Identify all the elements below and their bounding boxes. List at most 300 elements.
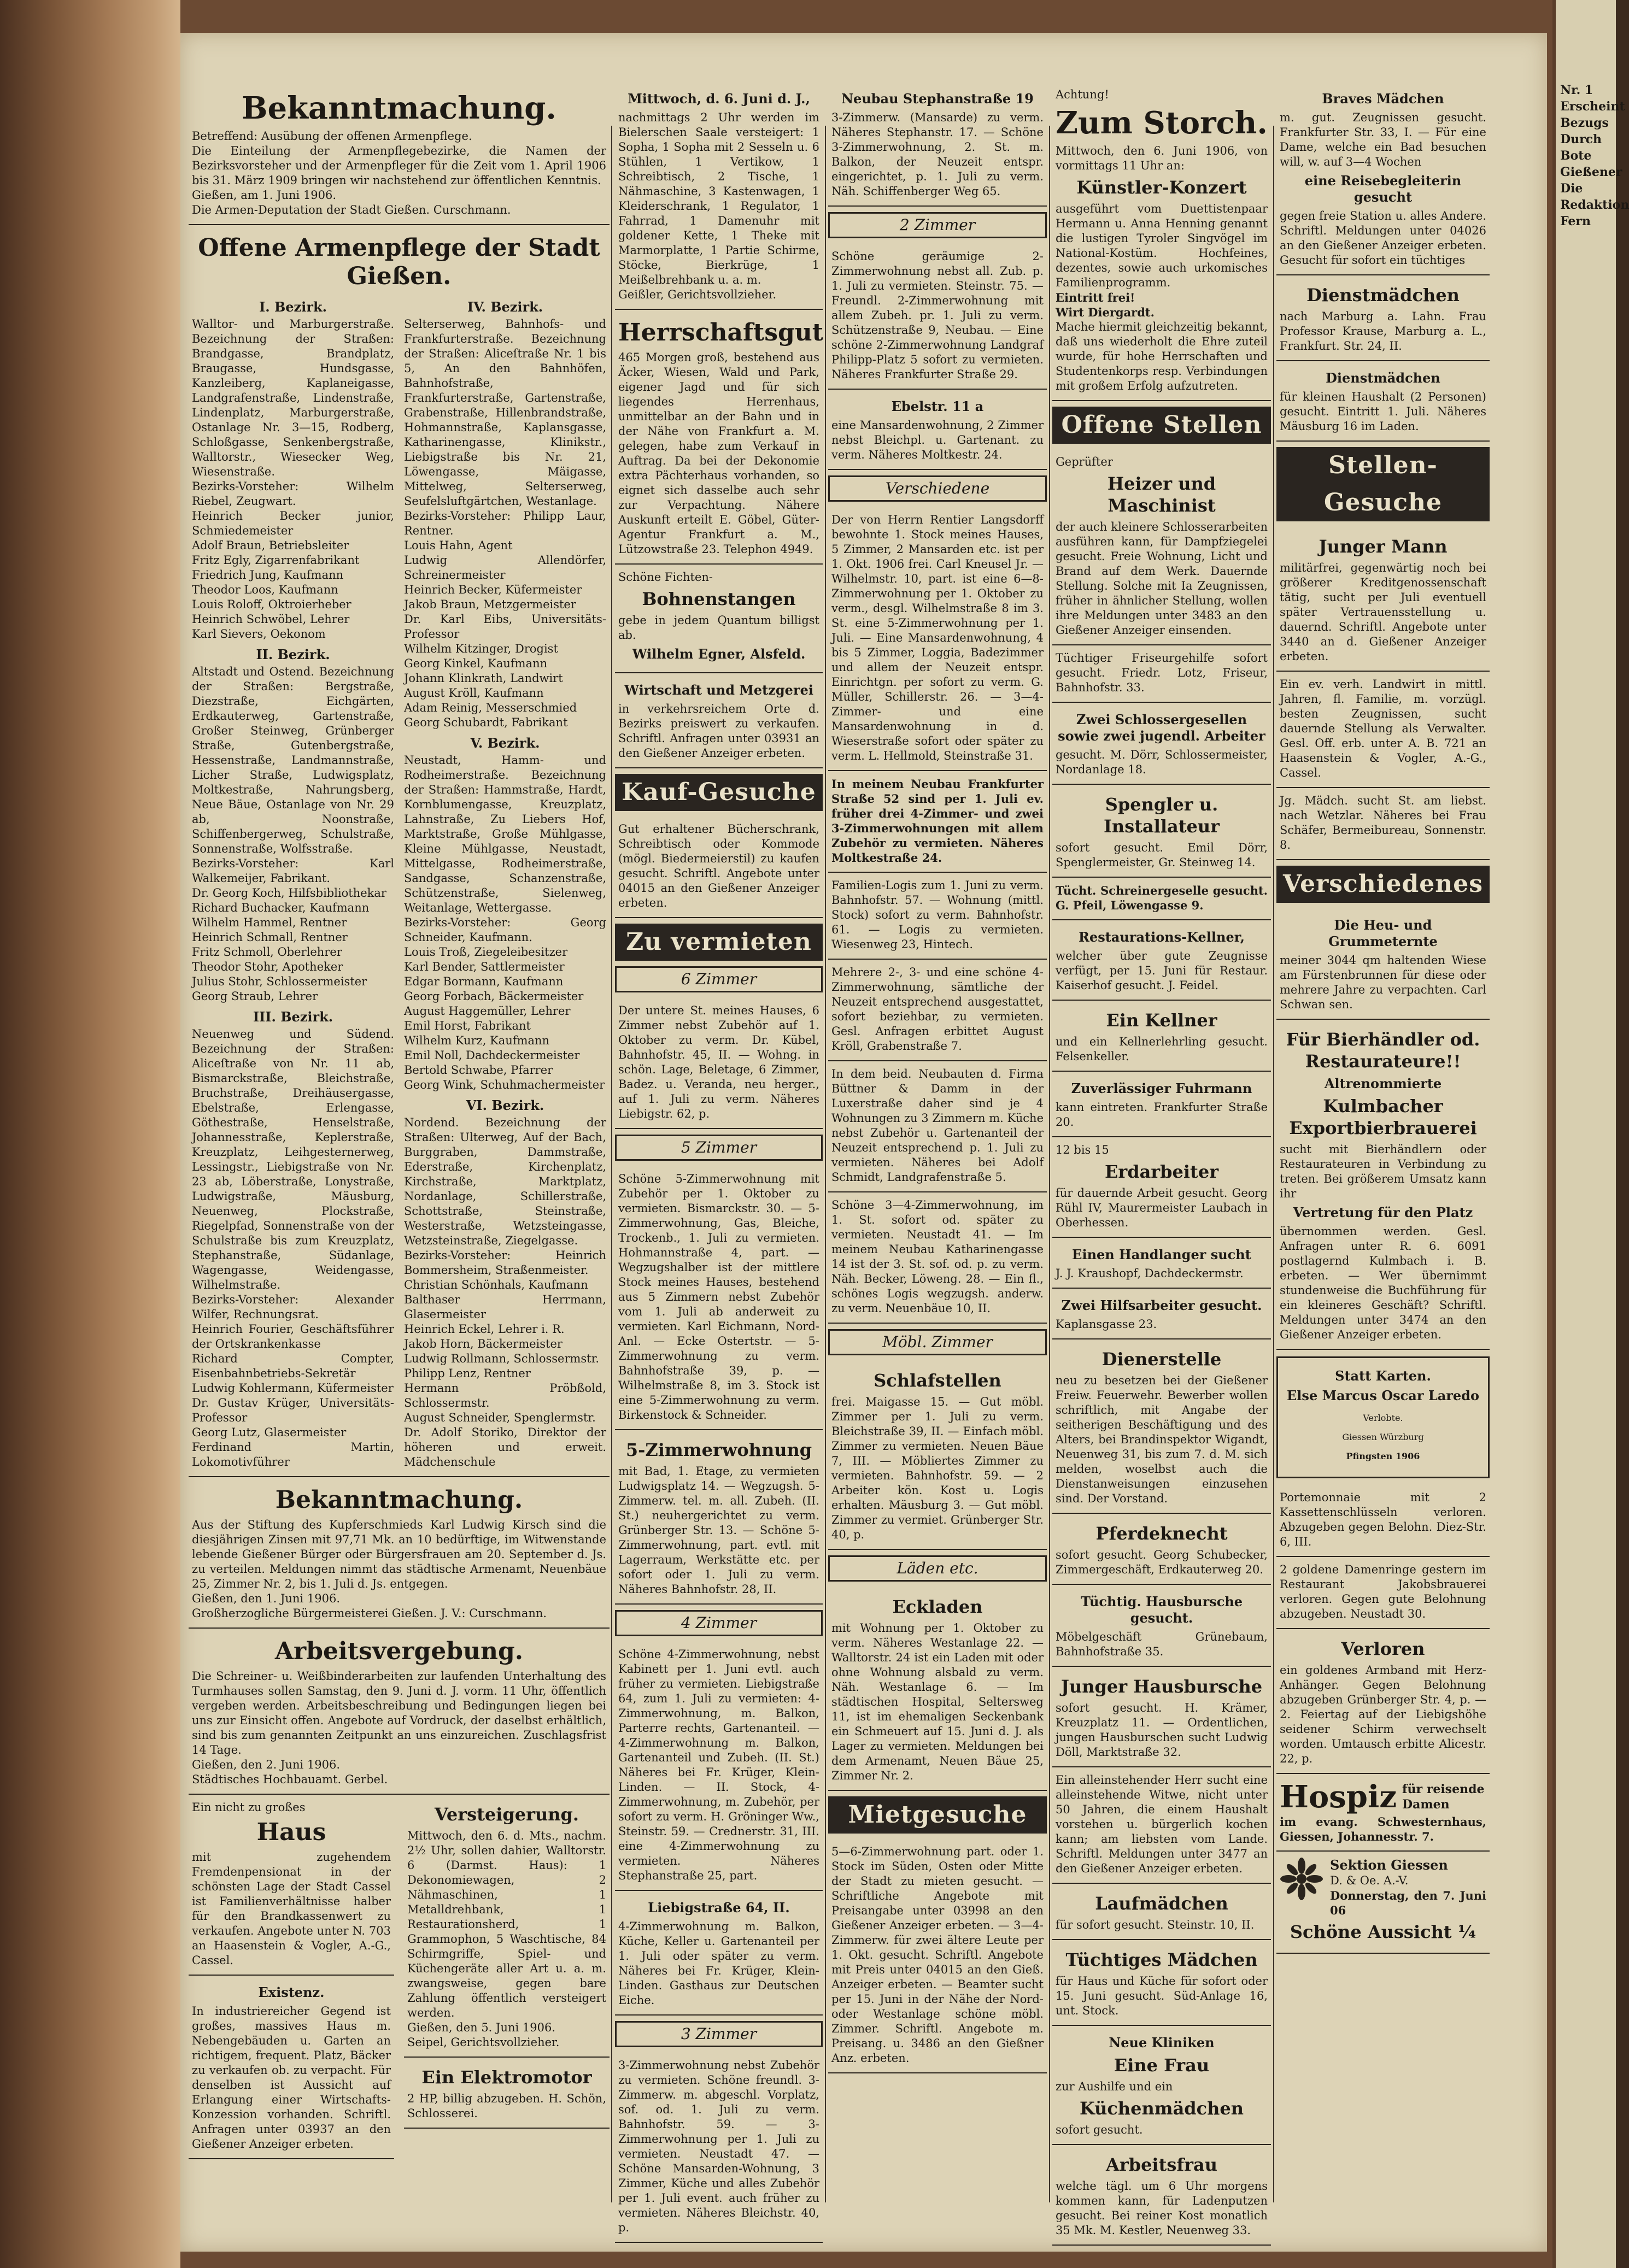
column-rentals: [828, 82, 1047, 2213]
notice-body: Die Einteilung der Armenpflegebezirke, die Namen der Bezirksvorsteher und der Armenpfleger für die Zeit vom 1. April 1906 bis 31. März 1909 bringen wir nachstehend zur öffentlichen Kenntnis.: [192, 144, 606, 187]
bottom-ads-right: [404, 1795, 610, 2159]
ads-misc-rooms: [828, 1192, 1047, 1324]
ad-call: [1280, 1921, 1486, 1943]
ad-witwe: [1052, 1767, 1271, 1884]
ad-call-text: Schöne Aussicht: [1290, 1922, 1452, 1942]
guardian: Georg Kinkel, Kaufmann: [404, 657, 548, 670]
ad-body: Schöne 4-Zimmerwohnung, nebst Kabinett per 1. Juni evtl. auch früher zu vermieten. Liebigstraße 64, zum 1. Juli zu vermieten: 4-Zimmerwohnung, m. Balkon, Parterre rechts, Gartenanteil. — 4-Zimmerwohnung m. Balkon, Gartenanteil und Zubeh. (II. St.) Näheres bei Fr. Krüger, Klein-Linden. — II. Stock, 4-Zimmerwohnung, m. Zubehör, per sofort zu verm. H. Gröninger Ww., Steinstr. 59. — Crednerstr. 31, III. eine 4-Zimmerwohnung zu vermieten. Näheres Stephanstraße 25, part.: [618, 1648, 819, 1882]
ad-body: Kaplansgasse 23.: [1056, 1318, 1157, 1331]
column-official-notices: [189, 82, 610, 2213]
guardian: Christian Schönhals, Kaufmann: [404, 1278, 588, 1291]
ad-junger-hausbursche: [1052, 1667, 1271, 1767]
ad-body: ausgeführt vom Duettistenpaar Hermann u. Anna Henning genannt die lustigen Tyroler Singvögel im National-Kostüm. Hochfeines, dezentes, sowie auch urkomisches Familienprogramm.: [1056, 202, 1268, 289]
ad-kroell: [828, 960, 1047, 1061]
section-verschiedenes: Verschiedenes: [1276, 866, 1490, 903]
ad-body: m. gut. Zeugnissen gesucht. Frankfurter Str. 33, I. — Für eine Dame, welche ein Bad besuchen will, w. auf 3—4 Wochen: [1280, 111, 1486, 168]
ads-4-zimmer: [615, 1642, 823, 1891]
guardian: Fritz Egly, Zigarrenfabrikant: [192, 554, 360, 567]
notice-body: Aus der Stiftung des Kupferschmieds Karl Ludwig Kirsch sind die diesjährigen Zinsen mit 97,71 Mk. an 10 bedürftige, im Witwenstande lebende Gießener Bürger oder Bürgersfrauen am 20. September d. Js. zu verteilen. Meldungen nimmt das städtische Armenamt, Neuenbäue 25, Zimmer Nr. 2, bis 1. Juli d. Js. entgegen.: [192, 1518, 606, 1590]
guardian: Friedrich Jung, Kaufmann: [192, 568, 344, 581]
ad-maedchen: [1052, 1940, 1271, 2026]
guardian: August Kröll, Kaufmann: [404, 686, 544, 700]
ad-title-2: eine Reisebegleiterin gesucht: [1304, 173, 1462, 205]
ad-landwirt: [1276, 672, 1490, 788]
ad-kulmbacher: [1276, 1020, 1490, 1350]
ad-auction: [615, 82, 823, 310]
card-status: Verlobte.: [1363, 1413, 1403, 1423]
ad-title: Tüchtiges Mädchen: [1065, 1949, 1258, 1970]
ad-title: Herrschaftsgut: [618, 319, 824, 346]
ad-body: In meinem Neubau Frankfurter Straße 52 sind per 1. Juli ev. früher drei 4-Zimmer- und zwei 3-Zimmerwohnungen mit allem Zubehör zu vermieten. Näheres Moltkestraße 24.: [831, 777, 1044, 865]
ad-title: Ein Kellner: [1106, 1010, 1217, 1031]
ads-verschiedene: [828, 507, 1047, 771]
ad-body: gebe in jedem Quantum billigst ab.: [618, 614, 819, 642]
guardian: Edgar Bormann, Kaufmann: [404, 975, 564, 988]
ad-title: Zwei Hilfsarbeiter gesucht.: [1061, 1297, 1262, 1313]
ad-body: Möbelgeschäft Grünebaum, Bahnhofstraße 35.: [1056, 1630, 1268, 1658]
guardian: Ludwig Kohlermann, Küfermeister: [192, 1382, 394, 1395]
district-head: Bezirks-Vorsteher: Wilhelm Riebel, Zeugwart.: [192, 480, 394, 508]
notice-subject: Betreffend: Ausübung der offenen Armenpflege.: [192, 130, 472, 143]
ad-jg-maedchen: [1276, 788, 1490, 860]
district-streets: Nordend. Bezeichnung der Straßen: Ulterweg, Auf der Bach, Burggraben, Dammstraße, Ederstraße, Kirchenplatz, Kirchstraße, Marktplatz, Nordanlage, Schillerstraße, Schottstraße, Steinstraße, Westerstraße, Wetzsteingasse, Wetzsteinstraße, Ziegelgasse.: [404, 1116, 606, 1247]
ad-body: welcher über gute Zeugnisse verfügt, per 15. Juni für Restaur. Kaiserhof gesucht. J. Feidel.: [1056, 949, 1268, 992]
notice-signature: Großherzogliche Bürgermeisterei Gießen. J. V.: Curschmann.: [192, 1607, 547, 1620]
guardian: Heinrich Becker junior, Schmiedemeister: [192, 509, 394, 537]
ad-signature: Wirt Diergardt.: [1056, 305, 1155, 319]
ad-arbeitsfrau: [1052, 2145, 1271, 2246]
guardian: Richard Compter, Eisenbahnbetriebs-Sekretär: [192, 1352, 394, 1380]
column-sales-rentals: [615, 82, 824, 2234]
ad-title: Zum Storch.: [1056, 105, 1268, 141]
ad-schreiner: [1052, 878, 1271, 920]
guardian: Louis Roloff, Oktroierheber: [192, 598, 351, 611]
guardian: Heinrich Eckel, Lehrer i. R.: [404, 1323, 565, 1336]
guardian: Hermann Pröbßold, Schlossermstr.: [404, 1382, 606, 1409]
ad-body: militärfrei, gegenwärtig noch bei größerer Kreditgenossenschaft tätig, sucht per Juli eventuell später Vertrauensstellung u. dauernd. Schriftl. Angebote unter 3440 an d. Gießener Anzeiger erbeten.: [1280, 561, 1486, 663]
ads-2-zimmer: [828, 244, 1047, 390]
next-page-text: Nr. 1 Erscheint Bezugs Durch Bote Gießener Die Redaktion Fern: [1560, 83, 1629, 228]
ad-eintritt: Eintritt frei!: [1056, 291, 1135, 304]
ad-damenringe: [1276, 1557, 1490, 1629]
ad-side: für reisende Damen: [1402, 1782, 1485, 1812]
ad-title: Für Bierhändler od. Restaurateure!!: [1286, 1029, 1480, 1072]
guardian: Louis Troß, Ziegeleibesitzer: [404, 945, 568, 959]
guardian: Karl Sievers, Oekonom: [192, 627, 326, 641]
ads-6-zimmer: [615, 998, 823, 1129]
ad-body: und ein Kellnerlehrling gesucht. Felsenkeller.: [1056, 1035, 1268, 1063]
ad-handlanger: [1052, 1238, 1271, 1289]
ad-body: gesucht. M. Dörr, Schlossermeister, Nordanlage 18.: [1056, 748, 1268, 776]
ad-body: sucht mit Bierhändlern oder Restaurateuren in Verbindung zu treten. Bei größerem Umsatz kann ihr: [1280, 1143, 1486, 1200]
guardian: Georg Straub, Lehrer: [192, 990, 318, 1003]
ad-body: sofort gesucht. Emil Dörr, Spenglermeister, Gr. Steinweg 14.: [1056, 841, 1268, 869]
guardian: Wilhelm Hammel, Rentner: [192, 916, 347, 929]
ad-title: Verloren: [1341, 1638, 1425, 1659]
ad-buecherschrank: [615, 816, 823, 918]
ad-title: Zuverlässiger Fuhrmann: [1071, 1080, 1252, 1096]
ad-friseur: [1052, 645, 1271, 703]
ad-dienstmaedchen: [1276, 275, 1490, 361]
ad-title: Junger Hausbursche: [1060, 1676, 1263, 1697]
ad-title: Schlafstellen: [874, 1370, 1001, 1391]
ad-title: Einen Handlanger sucht: [1072, 1247, 1251, 1262]
ad-title: Arbeitsfrau: [1106, 2154, 1217, 2175]
guardian: Julius Stohr, Schlossermeister: [192, 975, 367, 988]
ad-body: nachmittags 2 Uhr werden im Bielerschen Saale versteigert: 1 Sopha, 1 Sopha mit 2 Sesseln u. 6 Stühlen, 1 Vertikow, 1 Schreibtisch, 2 Tische, 1 Nähmaschine, 3 Kastenwagen, 1 Kleiderschrank, 1 Regulator, 1 Fahrrad, 1 Damenuhr mit goldener Kette, 1 Theke mit Marmorplatte, 1 Partie Schirme, Stöcke, Bierkrüge, 1 Meißelbrehbank u. a. m.: [618, 111, 819, 286]
ad-pre: Altrenommierte: [1324, 1076, 1442, 1091]
ads-mietgesuche: [828, 1839, 1047, 2073]
ad-title: Liebigstraße 64, II.: [648, 1900, 790, 1916]
category-6-zimmer: 6 Zimmer: [615, 966, 823, 992]
guardian: Dr. Gustav Krüger, Universitäts-Professor: [192, 1396, 394, 1424]
district-streets: Neustadt, Hamm- und Rodheimerstraße. Bezeichnung der Straßen: Hammstraße, Hardt, Kornblumengasse, Kreuzplatz, Lahnstraße, Zu Liebers Hof, Marktstraße, Große Mühlgasse, Kleine Mühlgasse, Neustadt, Mittelgasse, Rodheimerstraße, Sandgasse, Schanzenstraße, Schützenstraße, Sielenweg, Weitanlage, Wettergasse.: [404, 754, 606, 914]
ad-haus: [189, 1795, 394, 1976]
ad-title: Dienerstelle: [1101, 1349, 1222, 1370]
next-page-edge: [1552, 0, 1629, 2268]
guardian: Louis Hahn, Agent: [404, 539, 513, 552]
ad-laufmaedchen: [1052, 1884, 1271, 1940]
ad-date: Donnerstag, den 7. Juni 06: [1330, 1889, 1486, 1917]
guardian: Karl Bender, Sattlermeister: [404, 960, 565, 973]
ad-title: Zwei Schlossergesellen sowie zwei jugendl. Arbeiter: [1058, 712, 1265, 744]
notice-kirsch-foundation: [189, 1477, 610, 1629]
ad-hospiz: [1276, 1774, 1490, 1852]
ad-body: In dem beid. Neubauten d. Firma Büttner & Damm in der Luxerstraße daher sind je 4 Wohnungen zu 3 Zimmern m. Küche nebst Zubehör u. Gartenanteil der Neuzeit entsprechend p. 1. Juli zu vermieten. Näheres bei Adolf Schmidt, Landgrafenstraße 5.: [831, 1067, 1044, 1184]
guardian: Ludwig Rollmann, Schlossermstr.: [404, 1352, 600, 1365]
section-offene-stellen: Offene Stellen: [1052, 407, 1271, 444]
notice-arbeitsvergebung: [189, 1629, 610, 1795]
ad-pre: Ein nicht zu großes: [192, 1801, 306, 1814]
ad-body: kann eintreten. Frankfurter Straße 20.: [1056, 1101, 1268, 1129]
category-moebl-zimmer: Möbl. Zimmer: [828, 1329, 1047, 1355]
guardian: Theodor Stohr, Apotheker: [192, 960, 343, 973]
guardian: Balthaser Herrmann, Glasermeister: [404, 1293, 606, 1321]
ad-body: im evang. Schwesternhaus, Giessen, Johannesstr. 7.: [1280, 1815, 1486, 1843]
guardian: Emil Horst, Fabrikant: [404, 1019, 531, 1032]
district-left: [192, 294, 394, 1470]
ad-title: Laufmädchen: [1095, 1893, 1228, 1914]
ad-body: sofort gesucht. H. Krämer, Kreuzplatz 11. — Ordentlichen, jungen Hausburschen sucht Ludwig Döll, Marktstraße 32.: [1056, 1701, 1268, 1759]
guardian: Georg Wink, Schuhmachermeister: [404, 1078, 605, 1091]
ads-logis: [828, 873, 1047, 960]
ad-restaurations-kellner: [1052, 920, 1271, 1001]
ad-body: Tücht. Schreinergeselle gesucht. G. Pfeil, Löwengasse 9.: [1056, 884, 1268, 912]
ad-title: Erdarbeiter: [1104, 1161, 1219, 1182]
ad-title: Ebelstr. 11 a: [891, 398, 984, 414]
guardian: Emil Noll, Dachdeckermeister: [404, 1049, 580, 1062]
ad-date: Mittwoch, den 6. Juni 1906, von vormittags 11 Uhr an:: [1056, 144, 1268, 172]
district-head: Bezirks-Vorsteher: Philipp Laur, Rentner.: [404, 509, 606, 537]
guardian: Adam Reinig, Messerschmied: [404, 701, 577, 714]
column-rule: [1273, 126, 1274, 2202]
category-laeden: Läden etc.: [828, 1555, 1047, 1582]
ad-title: Neubau Stephanstraße 19: [841, 91, 1034, 107]
ad-verloren: [1276, 1629, 1490, 1774]
ad-title: Tüchtig. Hausbursche gesucht.: [1080, 1594, 1243, 1626]
ad-schlosser: [1052, 703, 1271, 785]
guardian: Adolf Braun, Betriebsleiter: [192, 539, 349, 552]
notice-armenpflege: [189, 82, 610, 225]
notice-body: Die Schreiner- u. Weißbinderarbeiten zur laufenden Unterhaltung des Turmhauses sollen Samstag, den 9. Juni d. J. vorm. 11 Uhr, öffentlich vergeben werden. Arbeitsbeschreibung und Bedingungen liegen bei uns zur Einsicht offen. Angebote auf Vordruck, der daselbst erhältlich, sind bis zum genannten Zeitpunkt an uns einzureichen. Zuschlagsfrist 14 Tage.: [192, 1670, 606, 1756]
district-head: Bezirks-Vorsteher: Georg Schneider, Kaufmann.: [404, 916, 606, 944]
section-stellen-gesuche: Stellen-Gesuche: [1276, 447, 1490, 521]
ad-body: welche tägl. um 6 Uhr morgens kommen kann, für Ladenputzen gesucht. Bei reiner Kost monatlich 35 Mk. M. Kestler, Neuenweg 33.: [1056, 2179, 1268, 2237]
ad-body: Tüchtiger Friseurgehilfe sofort gesucht. Friedr. Lotz, Friseur, Bahnhofstr. 33.: [1056, 651, 1268, 694]
ad-body: 3-Zimmerw. (Mansarde) zu verm. Näheres Stephanstr. 17. — Schöne 3-Zimmerwohnung, 2. St. m. Balkon, der Neuzeit entspr. eingerichtet, p. 1. Juli zu verm. Näh. Schiffenberger Weg 65.: [831, 111, 1044, 198]
ad-erdarbeiter: [1052, 1137, 1271, 1238]
ad-note: Mache hiermit gleichzeitig bekannt, daß uns wiederholt die Ehre zuteil wurde, für hohe Herrschaften und Studentenkorps resp. Verbindungen mit großem Erfolg aufzutreten.: [1056, 320, 1268, 392]
ad-ebelstrasse: [828, 390, 1047, 470]
guardian: Wilhelm Kitzinger, Drogist: [404, 642, 558, 655]
ad-liebigstrasse: [615, 1891, 823, 2016]
ad-body: Gut erhaltener Bücherschrank, Schreibtisch oder Kommode (mögl. Biedermeierstil) zu kaufen gesucht. Schriftl. Angebote unter 04015 an den Gießener Anzeiger erbeten.: [618, 822, 819, 909]
ads-laeden: [828, 1587, 1047, 1791]
ad-body: Der von Herrn Rentier Langsdorff bewohnte 1. Stock meines Hauses, 5 Zimmer, 2 Mansarden etc. ist per 1. Okt. 1906 frei. Carl Kneusel Jr. — Wilhelmstr. 10, part. ist eine 6—8-Zimmerwohnung per 1. Oktober zu verm., desgl. Wilhelmstraße 8 im 3. St. eine 5-Zimmerwohnung per 1. Juli. — Eine Mansardenwohnung, 4 bis 5 Zimmer, Loggia, Badezimmer und allem der Neuzeit entspr. Einrichtgn. per sofort zu verm. G. Müller, Schillerstr. 26. — 3—4-Zimmer- und eine Mansardenwohnung in d. Wieserstraße sofort oder später zu verm. L. Hellmold, Steinstraße 31.: [831, 513, 1044, 762]
district-streets: Selterserweg, Bahnhofs- und Frankfurterstraße. Bezeichnung der Straßen: Aliceſtraße Nr. 1 bis 5, An den Bahnhöfen, Bahnhofstraße, Frankfurterstraße, Gartenstraße, Grabenstraße, Hillenbrandstraße, Hohmannstraße, Kaplansgasse, Katharinengasse, Klinikstr., Liebigstraße bis Nr. 21, Löwengasse, Mäigasse, Mittelweg, Selterserweg, Seufelsluftgärtchen, Westanlage.: [404, 318, 606, 508]
ad-zum-storch: [1052, 82, 1271, 401]
ad-body: Mittwoch, den 6. d. Mts., nachm. 2½ Uhr, sollen dahier, Walltorstr. 6 (Darmst. Haus): 1 Dekonomiewagen, 2 Nähmaschinen, 1 Metalldrehbank, 1 Restaurationsherd, 1 Grammophon, 5 Waschtische, 84 Schirmgriffe, Spiel- und Küchengeräte aller Art u. a. m. zwangsweise, gegen bare Zahlung öffentlich versteigert werden.: [407, 1829, 606, 2019]
notice-date: Gießen, am 1. Juni 1906.: [192, 189, 337, 202]
ad-body: in verkehrsreichem Orte d. Bezirks preiswert zu verkaufen. Schriftl. Anfragen unter 03931 an den Gießener Anzeiger erbeten.: [618, 702, 819, 760]
ad-body: 2 goldene Damenringe gestern im Restaurant Jakobsbrauerei verloren. Gegen gute Belohnung abzugeben. Neustadt 30.: [1280, 1563, 1486, 1620]
ad-body: nach Marburg a. Lahn. Frau Professor Krause, Marburg a. L., Frankfurt. Str. 24, II.: [1280, 310, 1486, 352]
ad-title: 5-Zimmerwohnung: [625, 1439, 812, 1460]
guardian: Ferdinand Martin, Lokomotivführer: [192, 1441, 394, 1468]
notice-date: Gießen, den 1. Juni 1906.: [192, 1592, 341, 1605]
ad-body: eine Mansardenwohnung, 2 Zimmer nebst Bleichpl. u. Gartenant. zu verm. Näheres Moltkestr. 24.: [831, 419, 1044, 461]
ad-pre: Geprüfter: [1056, 455, 1113, 468]
section-mietgesuche: Mietgesuche: [828, 1796, 1047, 1834]
district-title: VI. Bezirk.: [466, 1097, 544, 1113]
ad-title-3: Vertretung für den Platz: [1293, 1204, 1473, 1220]
ad-body: J. J. Kraushopf, Dachdeckermstr.: [1056, 1267, 1244, 1280]
ad-pre: 12 bis 15: [1056, 1143, 1109, 1156]
district-head: Bezirks-Vorsteher: Alexander Wilfer, Rechnungsrat.: [192, 1293, 394, 1321]
ad-body: Familien-Logis zum 1. Juni zu verm. Bahnhofstr. 57. — Wohnung (mittl. Stock) sofort zu verm. Bahnhofstr. 61. — Logis zu vermieten. Wiesenweg 23, Hintech.: [831, 879, 1044, 951]
ad-title: Existenz.: [258, 1984, 325, 2000]
ad-pre: Schöne Fichten-: [618, 571, 713, 584]
column-rule: [611, 126, 612, 2202]
ad-title: Dienstmädchen: [1326, 370, 1440, 386]
ad-body: Schöne geräumige 2-Zimmerwohnung nebst all. Zub. p. 1. Juli zu vermieten. Steinstr. 75. — Freundl. 2-Zimmerwohnung mit allem Zubeh. pr. 1. Juli zu verm. Schützenstraße 9, Neubau. — Eine schöne 2-Zimmerwohnung Landgraf Philipp-Platz 5 sofort zu vermieten. Näheres Frankfurter Straße 29.: [831, 250, 1044, 381]
ads-schlafstellen: [828, 1361, 1047, 1550]
ad-body: für Haus und Küche für sofort oder 15. Juni gesucht. Süd-Anlage 16, unt. Stock.: [1056, 1975, 1268, 2017]
ads-5-zimmer: [615, 1166, 823, 1430]
guardian: Georg Forbach, Bäckermeister: [404, 990, 584, 1003]
ad-date: Gießen, den 5. Juni 1906.: [407, 2021, 556, 2034]
ad-title: Restaurations-Kellner,: [1079, 929, 1245, 945]
ad-body: Schöne 5-Zimmerwohnung mit Zubehör per 1. Oktober zu vermieten. Bismarckstr. 30. — 5-Zimmerwohnung, Gas, Bleiche, Trockenb., 1. Juli zu vermieten. Hohmannstraße 4, part. — Wegzugshalber ist der mittlere Stock meines Hauses, bestehend aus 5 Zimmern nebst Zubehör vom 1. Juli ab anderweit zu vermieten. Karl Eichmann, Nord-Anl. — Ecke Ostertstr. — 5-Zimmerwohnung zu verm. Bahnhofstraße 39, p. — Wilhelmstraße 8, im 3. Stock ist eine 5-Zimmerwohnung zu verm. Birkenstock & Schneider.: [618, 1172, 819, 1421]
ad-body: Ein alleinstehender Herr sucht eine alleinstehende Witwe, nicht unter 50 Jahren, die einem Haushalt vorstehen u. bürgerlich kochen kann; am liebsten vom Lande. Schriftl. Meldungen unter 3477 an den Gießener Anzeiger erbeten.: [1056, 1773, 1268, 1875]
ad-sub: D. & Oe. A.-V.: [1330, 1874, 1409, 1887]
guardian: Theodor Loos, Kaufmann: [192, 583, 338, 596]
ad-body: Ein ev. verh. Landwirt in mittl. Jahren, fl. Familie, m. vorzügl. besten Zeugnissen, sucht dauernde Stellung als Verwalter. Gesl. Off. erb. unter A. B. 721 an Haasenstein & Vogler, A.-G., Cassel.: [1280, 678, 1486, 779]
guardian: Heinrich Schmall, Rentner: [192, 931, 348, 944]
guardian: Bertold Schwabe, Pfarrer: [404, 1064, 553, 1077]
ad-body: frei. Maigasse 15. — Gut möbl. Zimmer per 1. Juli zu verm. Bleichstraße 39, II. — Einfach möbl. Zimmer zu vermieten. Neuen Bäue 7, III. — Möbliertes Zimmer zu vermieten. Bahnhofstr. 59. — 2 Arbeiter kön. Kost u. Logis erhalten. Mäusburg 3. — Gut möbl. Zimmer zu vermiet. Grünberger Str. 40, p.: [831, 1395, 1044, 1541]
ad-title: Eckladen: [892, 1596, 983, 1617]
ad-title: Spengler u. Installateur: [1103, 794, 1220, 837]
ad-title: Mittwoch, d. 6. Juni d. J.,: [628, 91, 810, 107]
ad-body-2: sofort gesucht.: [1056, 2123, 1143, 2136]
district-title: I. Bezirk.: [259, 299, 327, 315]
ad-kellner: [1052, 1001, 1271, 1072]
ad-body: 465 Morgen groß, bestehend aus Äcker, Wiesen, Wald und Park, eigener Jagd und für sich liegendes Herrenhaus, unmittelbar an der Bahn und in der Nähe von Frankfurt a. M. gelegen, habe zum Verkauf in Auftrag. Da bei der Dekonomie extra Pächterhaus vorhanden, so eignet sich dasselbe auch sehr zur Verpachtung. Nähere Auskunft erteilt E. Göbel, Güter-Agentur Frankfurt a. M., Lützowstraße 23. Telephon 4949.: [618, 351, 819, 556]
ad-body: 2 HP, billig abzugeben. H. Schön, Schlosserei.: [407, 2092, 606, 2120]
ad-herrschaftsgut: [615, 310, 823, 565]
ad-grummeternte: [1276, 908, 1490, 1020]
edelweiss-icon: [1280, 1857, 1323, 1901]
bottom-ads: [189, 1795, 610, 2159]
notice-title: Bekanntmachung.: [275, 1486, 523, 1514]
category-4-zimmer: 4 Zimmer: [615, 1610, 823, 1636]
guardian: Philipp Lenz, Rentner: [404, 1367, 531, 1380]
ad-body: ein goldenes Armband mit Herz-Anhänger. Gegen Belohnung abzugeben Grünberger Str. 4, p. — 2. Feiertag auf der Liebigshöhe seidener Schirm verwechselt worden. Umtausch erbitte Alicestr. 22, p.: [1280, 1664, 1486, 1765]
card-places: Giessen Würzburg: [1342, 1432, 1424, 1442]
section-title: Offene Armenpflege der Stadt Gießen.: [198, 234, 600, 290]
guardian: Dr. Georg Koch, Hilfsbibliothekar: [192, 886, 386, 900]
ad-elektromotor: [404, 2058, 610, 2129]
ad-title: Heizer und Maschinist: [1107, 473, 1216, 516]
ad-body: sofort gesucht. Georg Schubecker, Zimmergeschäft, Erdkauterweg 20.: [1056, 1548, 1268, 1576]
guardian: Heinrich Becker, Küfermeister: [404, 583, 582, 596]
ad-portemonnaie: [1276, 1485, 1490, 1557]
guardian: August Haggemüller, Lehrer: [404, 1004, 571, 1018]
district-title: II. Bezirk.: [256, 647, 330, 662]
guardian: Heinrich Schwöbel, Lehrer: [192, 613, 350, 626]
notice-signature: Die Armen-Deputation der Stadt Gießen. Curschmann.: [192, 203, 511, 216]
district-head: Bezirks-Vorsteher: Karl Walkemeijer, Fabrikant.: [192, 857, 394, 885]
ad-title: Dienstmädchen: [1306, 285, 1460, 305]
ad-title-2: Kulmbacher Exportbierbrauerei: [1289, 1096, 1477, 1138]
ads-3-zimmer: [615, 2053, 823, 2243]
ad-body: für dauernde Arbeit gesucht. Georg Rühl IV, Maurermeister Laubach in Oberhessen.: [1056, 1186, 1268, 1229]
guardian: Dr. Karl Eibs, Universitäts-Professor: [404, 613, 606, 641]
district-right: [404, 294, 606, 1470]
guardian: Johann Klinkrath, Landwirt: [404, 672, 563, 685]
ad-title: Die Heu- und Grummeternte: [1328, 917, 1438, 949]
guardian: Jakob Horn, Bäckermeister: [404, 1337, 562, 1350]
book-binding: [0, 0, 180, 2268]
ad-versteigerung: [404, 1795, 610, 2058]
district-title: V. Bezirk.: [470, 735, 540, 751]
card-title: Statt Karten.: [1335, 1368, 1431, 1384]
ad-braves-maedchen: [1276, 82, 1490, 275]
ad-pre: Neue Kliniken: [1109, 2035, 1215, 2050]
district-title: IV. Bezirk.: [467, 299, 543, 315]
ad-hilfsarbeiter: [1052, 1289, 1271, 1339]
ad-body: meiner 3044 qm haltenden Wiese am Fürstenbrunnen für diese oder mehrere Jahre zu verpachten. Carl Schwan sen.: [1280, 954, 1486, 1011]
category-5-zimmer: 5 Zimmer: [615, 1135, 823, 1161]
ad-signature: Seipel, Gerichtsvollzieher.: [407, 2036, 560, 2049]
ad-body: Portemonnaie mit 2 Kassettenschlüsseln verloren. Abzugeben gegen Belohn. Diez-Str. 6, III.: [1280, 1491, 1486, 1548]
ad-title: Hospiz: [1280, 1779, 1397, 1815]
ad-title: Versteigerung.: [434, 1804, 579, 1825]
notice-title: Arbeitsvergebung.: [274, 1637, 524, 1665]
column-rule: [825, 126, 826, 2202]
ad-body: der auch kleinere Schlosserarbeiten ausführen kann, für Dampfziegelei gesucht. Freie Wohnung, Licht und Brand auf dem Werk. Dauernde Stellung. Solche mit Ia Zeugnissen, früher in ähnlicher Stellung, wollen ihre Meldungen unter 3483 an den Gießener Anzeiger einsenden.: [1056, 520, 1268, 637]
notice-signature: Städtisches Hochbauamt. Gerbel.: [192, 1773, 388, 1786]
district-streets: Altstadt und Ostend. Bezeichnung der Straßen: Bergstraße, Diezstraße, Eichgärten, Erdkauterweg, Gartenstraße, Großer Steinweg, Grünberger Straße, Gutenbergstraße, Hessenstraße, Landmannstraße, Licher Straße, Ludwigsplatz, Moltkestraße, Nahrungsberg, Neue Bäue, Ostanlage von Nr. 29 ab, Noonstraße, Schiffenbergerweg, Schulstraße, Sonnenstraße, Wolfsstraße.: [192, 665, 394, 855]
card-date: Pfingsten 1906: [1346, 1451, 1420, 1461]
ad-fuhrmann: [1052, 1072, 1271, 1137]
guardian: Wilhelm Kurz, Kaufmann: [404, 1034, 550, 1047]
ad-call-frac: ¼: [1457, 1922, 1476, 1942]
ad-neubau-stephanstrasse: [828, 82, 1047, 207]
category-2-zimmer: 2 Zimmer: [828, 212, 1047, 238]
notice-date: Gießen, den 2. Juni 1906.: [192, 1758, 341, 1771]
ad-dienerstelle: [1052, 1339, 1271, 1514]
guardian: Georg Lutz, Glasermeister: [192, 1426, 347, 1439]
ad-body: neu zu besetzen bei der Gießener Freiw. Feuerwehr. Bewerber wollen schriftlich, mit Angabe der seitherigen Beschäftigung und des Alters, bei Brandinspektor Wigandt, Neuenweg 31, bis zum 7. d. M. sich melden, woselbst auch die Dienstanweisungen einzusehen sind. Der Vorstand.: [1056, 1374, 1268, 1505]
column-rule: [1049, 126, 1050, 2202]
notice-title: Bekanntmachung.: [242, 90, 556, 126]
ad-sektion: [1276, 1852, 1490, 1954]
section-kaufgesuche: Kauf-Gesuche: [615, 774, 823, 811]
ad-body: Mehrere 2-, 3- und eine schöne 4-Zimmerwohnung, sämtliche der Neuzeit entsprechend ausgestattet, sofort beziehbar, zu vermieten. Gesl. Anfragen erbittet August Kröll, Grabenstraße 7.: [831, 966, 1044, 1053]
ad-body: mit Bad, 1. Etage, zu vermieten Ludwigsplatz 14. — Wegzugsh. 5-Zimmerw. tel. m. all. Zubeh. (II. St.) neuhergerichtet zu verm. Grünberger Str. 13. — Schöne 5-Zimmerwohnung, part. evtl. mit Lagerraum, Werkstätte etc. per sofort oder 1. Juli zu verm. Näheres Bahnhofstr. 28, II.: [618, 1465, 819, 1596]
ad-title: Sektion Giessen: [1330, 1857, 1448, 1873]
category-3-zimmer: 3 Zimmer: [615, 2021, 823, 2047]
ad-dienstmaedchen-2: [1276, 361, 1490, 442]
ad-title: Junger Mann: [1319, 536, 1448, 557]
ad-body: für sofort gesucht. Steinstr. 10, II.: [1056, 1918, 1255, 1931]
ad-hausbursche: [1052, 1585, 1271, 1667]
ad-body-2: gegen freie Station u. alles Andere. Schriftl. Meldungen unter 04026 an den Gießener Anzeiger erbeten. Gesucht für sofort ein tüchtiges: [1280, 209, 1486, 267]
guardian: Fritz Schmoll, Oberlehrer: [192, 945, 342, 959]
ad-title: Haus: [256, 1818, 326, 1846]
ad-title-2: Küchenmädchen: [1079, 2098, 1244, 2119]
card-names: Else Marcus Oscar Laredo: [1287, 1388, 1479, 1403]
ad-pferdeknecht: [1052, 1514, 1271, 1585]
ad-spengler: [1052, 785, 1271, 878]
guardian: Ludwig Allendörfer, Schreinermeister: [404, 554, 606, 581]
ad-5-zimmerwohnung: [615, 1430, 823, 1605]
column-storch-jobs: [1052, 82, 1271, 2237]
ad-wirtschaft: [615, 673, 823, 768]
ad-body: 3-Zimmerwohnung nebst Zubehör zu vermieten. Schöne freundl. 3-Zimmerw. m. abgeschl. Vorplatz, sof. od. 1. Juli zu verm. Bahnhofstr. 59. — 3-Zimmerwohnung per 1. Juli zu vermieten. Neustadt 47. — Schöne Mansarden-Wohnung, 3 Zimmer, Küche und alles Zubehör per 1. Juli event. auch früher zu vermieten. Näheres Bleichstr. 40, p.: [618, 2059, 819, 2234]
ad-title: Braves Mädchen: [1322, 91, 1444, 107]
ad-body: mit zugehendem Fremdenpensionat in der schönsten Lage der Stadt Cassel ist Familienverhältnisse halber für den Brandkassenwert zu verkaufen. Angebote unter N. 703 an Haasenstein & Vogler, A.-G., Cassel.: [192, 1850, 391, 1967]
district-title: III. Bezirk.: [253, 1009, 333, 1025]
achtung-label: Achtung!: [1056, 88, 1109, 101]
ad-body: 5—6-Zimmerwohnung part. oder 1. Stock im Süden, Osten oder Mitte der Stadt zu mieten gesucht. — Schriftliche Angebote mit Preisangabe unter 03998 an den Gießener Anzeiger erbeten. — 3—4-Zimmerw. für zwei ältere Leute per 1. Okt. gesucht. Schriftl. Angebote mit Preis unter 04015 an den Gieß. Anzeiger erbeten. — Beamter sucht per 15. Juni in der Nähe der Nord- oder Westanlage schöne möbl. Zimmer. Schriftl. Angebote m. Preisang. u. 3486 an den Gießner Anz. erbeten.: [831, 1845, 1044, 2065]
ad-body: In industriereicher Gegend ist großes, massives Haus m. Nebengebäuden u. Garten an richtigem, frequent. Platz, Bäcker zu verkaufen ob. zu verpacht. Für denselben ist Aussicht auf Erlangung einer Wirtschafts-Konzession vorhanden. Schriftl. Anfragen unter 03937 an den Gießener Anzeiger erbeten.: [192, 2005, 391, 2151]
ad-title: Pferdeknecht: [1095, 1523, 1228, 1544]
ad-body: zur Aushilfe und ein: [1056, 2080, 1173, 2093]
guardian: Richard Buchacker, Kaufmann: [192, 901, 370, 914]
guardian: Heinrich Fourier, Geschäftsführer der Ortskrankenkasse: [192, 1323, 394, 1350]
ad-title: Eine Frau: [1114, 2055, 1210, 2076]
ad-title: Ein Elektromotor: [421, 2067, 592, 2088]
guardian: Jakob Braun, Metzgermeister: [404, 598, 576, 611]
district-streets: Neuenweg und Südend. Bezeichnung der Straßen: Aliceſtraße von Nr. 11 ab, Bismarckstraße, Bleichstraße, Bruchstraße, Dreihäusergasse, Ebelstraße, Erlengasse, Göthestraße, Henselstraße, Johannesstraße, Keplerstraße, Kreuzplatz, Leihgesternerweg, Lessingstr., Liebigstraße von Nr. 23 ab, Löberstraße, Lonystraße, Ludwigstraße, Mäusburg, Neuenweg, Plockstraße, Riegelpfad, Sonnenstraße von der Schulstraße bis zum Kreuzplatz, Stephanstraße, Südanlage, Wagengasse, Weidengasse, Wilhelmstraße.: [192, 1027, 394, 1291]
guardian: Georg Schubardt, Fabrikant: [404, 716, 568, 729]
ad-body: Jg. Mädch. sucht St. am liebst. nach Wetzlar. Näheres bei Frau Schäfer, Bermeibureau, Sonnenstr. 8.: [1280, 794, 1486, 851]
district-head: Bezirks-Vorsteher: Heinrich Bommersheim, Straßenmeister.: [404, 1249, 606, 1277]
ad-neubauten: [828, 1061, 1047, 1192]
ad-bohnenstangen: [615, 565, 823, 673]
ad-body: für kleinen Haushalt (2 Personen) gesucht. Eintritt 1. Juli. Näheres Mäusburg 16 im Laden.: [1280, 390, 1486, 433]
armenpflege-list: [189, 225, 610, 1477]
ad-subtitle: Künstler-Konzert: [1076, 177, 1247, 198]
district-streets: Walltor- und Marburgerstraße. Bezeichnung der Straßen: Brandgasse, Brandplatz, Braugasse, Hundsgasse, Kanzleiberg, Kaplaneigasse, Landgrafenstraße, Lindenstraße, Lindenplatz, Marburgerstraße, Ostanlage Nr. 3—15, Rodberg, Schloßgasse, Senkenbergstraße, Walltorstr., Wiesecker Weg, Wiesenstraße.: [192, 318, 394, 478]
guardian: Dr. Adolf Storiko, Direktor der höheren und erweit. Mädchenschule: [404, 1426, 606, 1468]
section-zu-vermieten: Zu vermieten: [615, 924, 823, 961]
ad-signature: Geißler, Gerichtsvollzieher.: [618, 288, 777, 301]
bottom-ads-left: [189, 1795, 394, 2159]
